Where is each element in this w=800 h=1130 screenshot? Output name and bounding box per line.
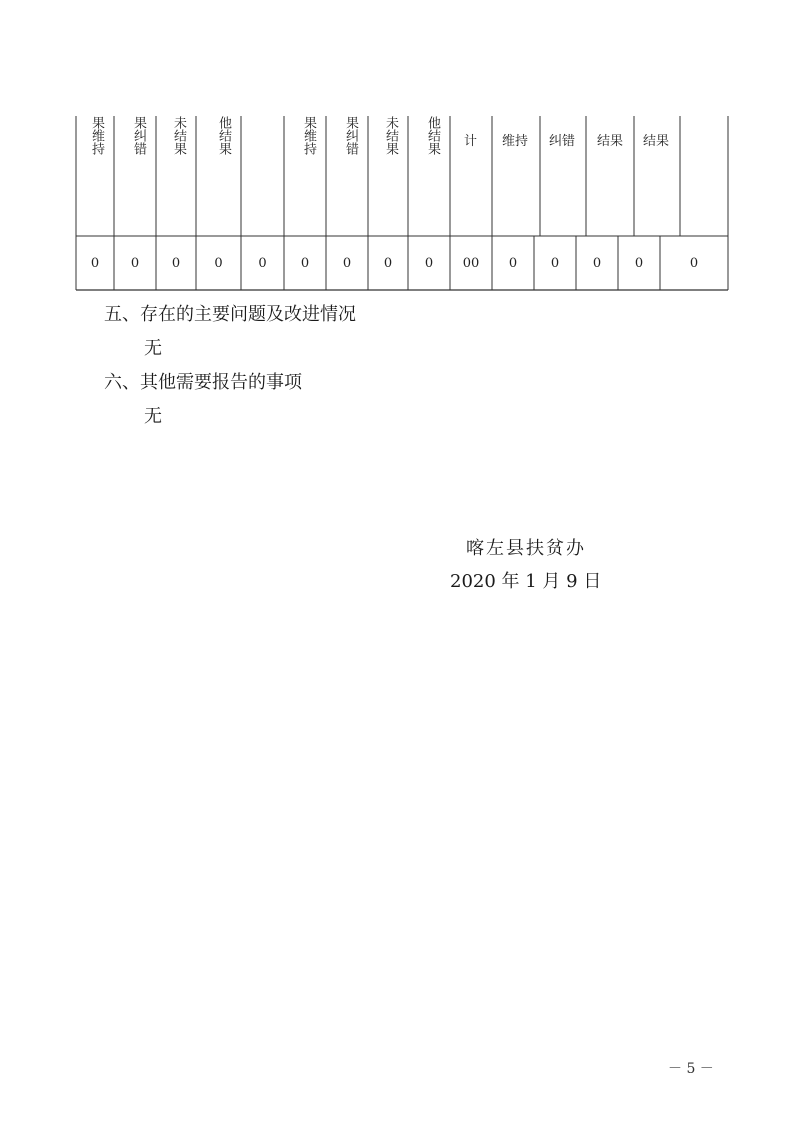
header-cell: 未结果 xyxy=(383,116,398,155)
header-cell: 果纠错 xyxy=(131,116,146,155)
data-cell: 0 xyxy=(258,255,267,271)
header-cell: 他结果 xyxy=(216,116,231,155)
data-cell: 0 xyxy=(171,255,181,271)
header-cell: 果维持 xyxy=(301,116,316,155)
header-cell: 果纠错 xyxy=(343,116,358,155)
data-cell: 0 xyxy=(214,255,223,271)
data-cell: 0 xyxy=(342,255,352,271)
section-five-content: 无 xyxy=(144,338,162,359)
header-cell xyxy=(241,116,284,236)
header-cell: 他结果 xyxy=(425,116,440,155)
header-cell: 结果 xyxy=(643,134,670,149)
signature-organization: 喀左县扶贫办 xyxy=(466,538,586,559)
data-cell: 0 xyxy=(634,255,644,271)
header-cell: 果维持 xyxy=(89,116,104,155)
header-cell: 纠错 xyxy=(549,134,576,149)
data-cell: 0 xyxy=(550,255,560,271)
data-cell: 0 xyxy=(90,255,100,271)
data-cell: 0 xyxy=(508,255,518,271)
data-cell: 0 xyxy=(130,255,140,271)
section-five-heading: 五、存在的主要问题及改进情况 xyxy=(104,304,356,325)
header-cell: 计 xyxy=(464,134,478,149)
page-number: － 5 － xyxy=(668,1061,714,1077)
data-cell: 0 xyxy=(592,255,602,271)
section-six-heading: 六、其他需要报告的事项 xyxy=(104,372,302,393)
data-cell: 0 xyxy=(300,255,310,271)
header-cell: 结果 xyxy=(597,134,624,149)
data-cell: 0 xyxy=(424,255,434,271)
signature-date: 2020 年 1 月 9 日 xyxy=(450,571,602,592)
section-six-content: 无 xyxy=(144,406,162,427)
data-cell: 0 xyxy=(689,255,699,271)
data-cell: 00 xyxy=(462,255,480,271)
data-cell: 0 xyxy=(383,255,393,271)
header-cell: 维持 xyxy=(502,134,529,149)
header-cell: 未结果 xyxy=(171,116,186,155)
